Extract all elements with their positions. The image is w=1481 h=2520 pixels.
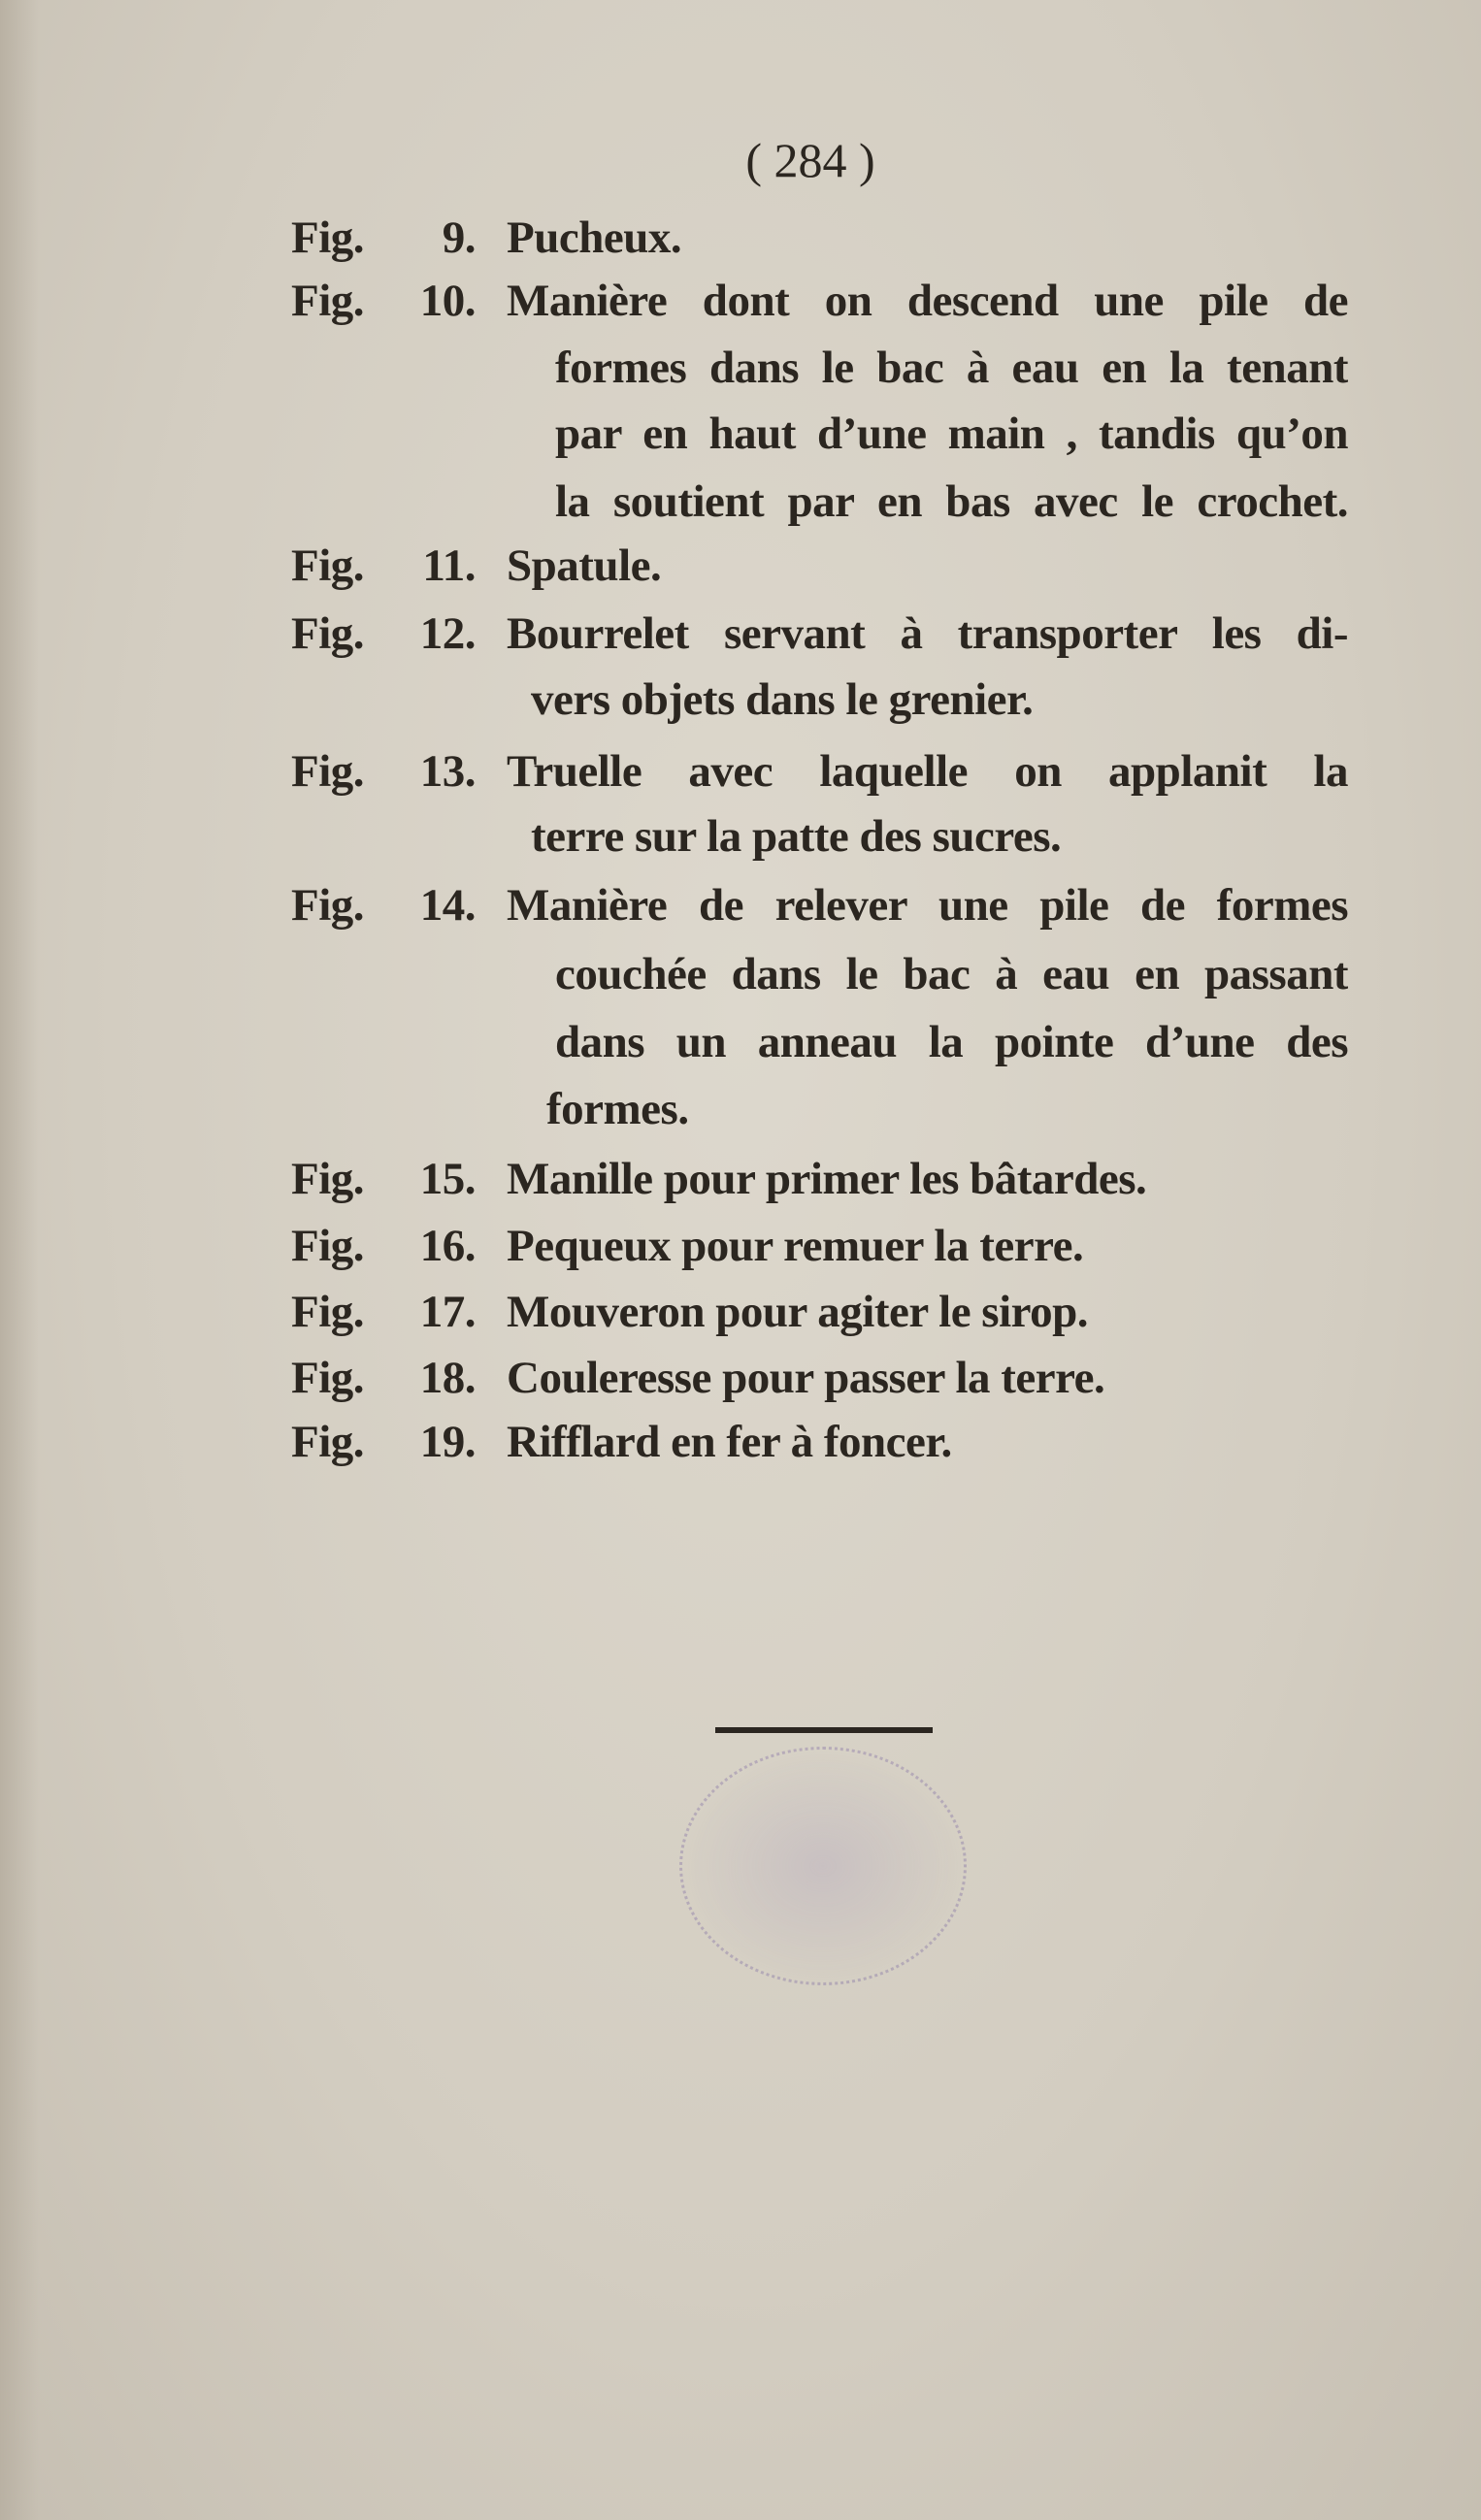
fig-label: Fig. bbox=[291, 1154, 365, 1204]
fig-number: 17. bbox=[419, 1287, 476, 1337]
fig-number: 15. bbox=[419, 1154, 476, 1204]
fig-caption: Truelle avec laquelle on applanit la bbox=[507, 746, 1348, 797]
library-stamp bbox=[679, 1747, 967, 1985]
fig-number: 13. bbox=[419, 746, 476, 797]
fig-caption-cont: la soutient par en bas avec le crochet. bbox=[555, 476, 1348, 527]
fig-caption: Spatule. bbox=[507, 540, 662, 591]
fig-number: 10. bbox=[419, 276, 476, 326]
end-rule-divider bbox=[715, 1727, 933, 1733]
fig-caption-cont: terre sur la patte des sucres. bbox=[531, 811, 1062, 862]
fig-caption: Couleresse pour passer la terre. bbox=[507, 1353, 1105, 1403]
fig-number: 9. bbox=[442, 213, 476, 263]
fig-caption: Mouveron pour agiter le sirop. bbox=[507, 1287, 1089, 1337]
fig-caption-cont: formes. bbox=[546, 1084, 689, 1134]
fig-label: Fig. bbox=[291, 213, 365, 263]
fig-caption: Manière dont on descend une pile de bbox=[507, 276, 1348, 326]
fig-number: 12. bbox=[419, 608, 476, 659]
fig-number: 16. bbox=[419, 1221, 476, 1271]
fig-caption-cont: par en haut d’une main , tandis qu’on bbox=[555, 409, 1348, 459]
page-number: ( 284 ) bbox=[745, 133, 875, 187]
fig-number: 18. bbox=[419, 1353, 476, 1403]
fig-caption-cont: dans un anneau la pointe d’une des bbox=[555, 1017, 1348, 1067]
fig-label: Fig. bbox=[291, 1417, 365, 1467]
fig-label: Fig. bbox=[291, 1353, 365, 1403]
fig-caption: Pucheux. bbox=[507, 213, 682, 263]
fig-label: Fig. bbox=[291, 880, 365, 931]
fig-caption-cont: formes dans le bac à eau en la tenant bbox=[555, 343, 1348, 393]
fig-label: Fig. bbox=[291, 1221, 365, 1271]
fig-label: Fig. bbox=[291, 1287, 365, 1337]
fig-label: Fig. bbox=[291, 276, 365, 326]
fig-caption-cont: vers objets dans le grenier. bbox=[531, 674, 1034, 725]
fig-caption: Manille pour primer les bâtardes. bbox=[507, 1154, 1147, 1204]
fig-caption: Bourrelet servant à transporter les di- bbox=[507, 608, 1348, 659]
fig-caption: Pequeux pour remuer la terre. bbox=[507, 1221, 1084, 1271]
page-edge-shadow bbox=[0, 0, 39, 2520]
fig-caption-cont: couchée dans le bac à eau en passant bbox=[555, 949, 1348, 999]
fig-label: Fig. bbox=[291, 746, 365, 797]
fig-caption: Rifflard en fer à foncer. bbox=[507, 1417, 952, 1467]
fig-label: Fig. bbox=[291, 608, 365, 659]
fig-caption: Manière de relever une pile de formes bbox=[507, 880, 1348, 931]
fig-number: 11. bbox=[422, 540, 476, 591]
fig-number: 19. bbox=[419, 1417, 476, 1467]
fig-label: Fig. bbox=[291, 540, 365, 591]
fig-number: 14. bbox=[419, 880, 476, 931]
